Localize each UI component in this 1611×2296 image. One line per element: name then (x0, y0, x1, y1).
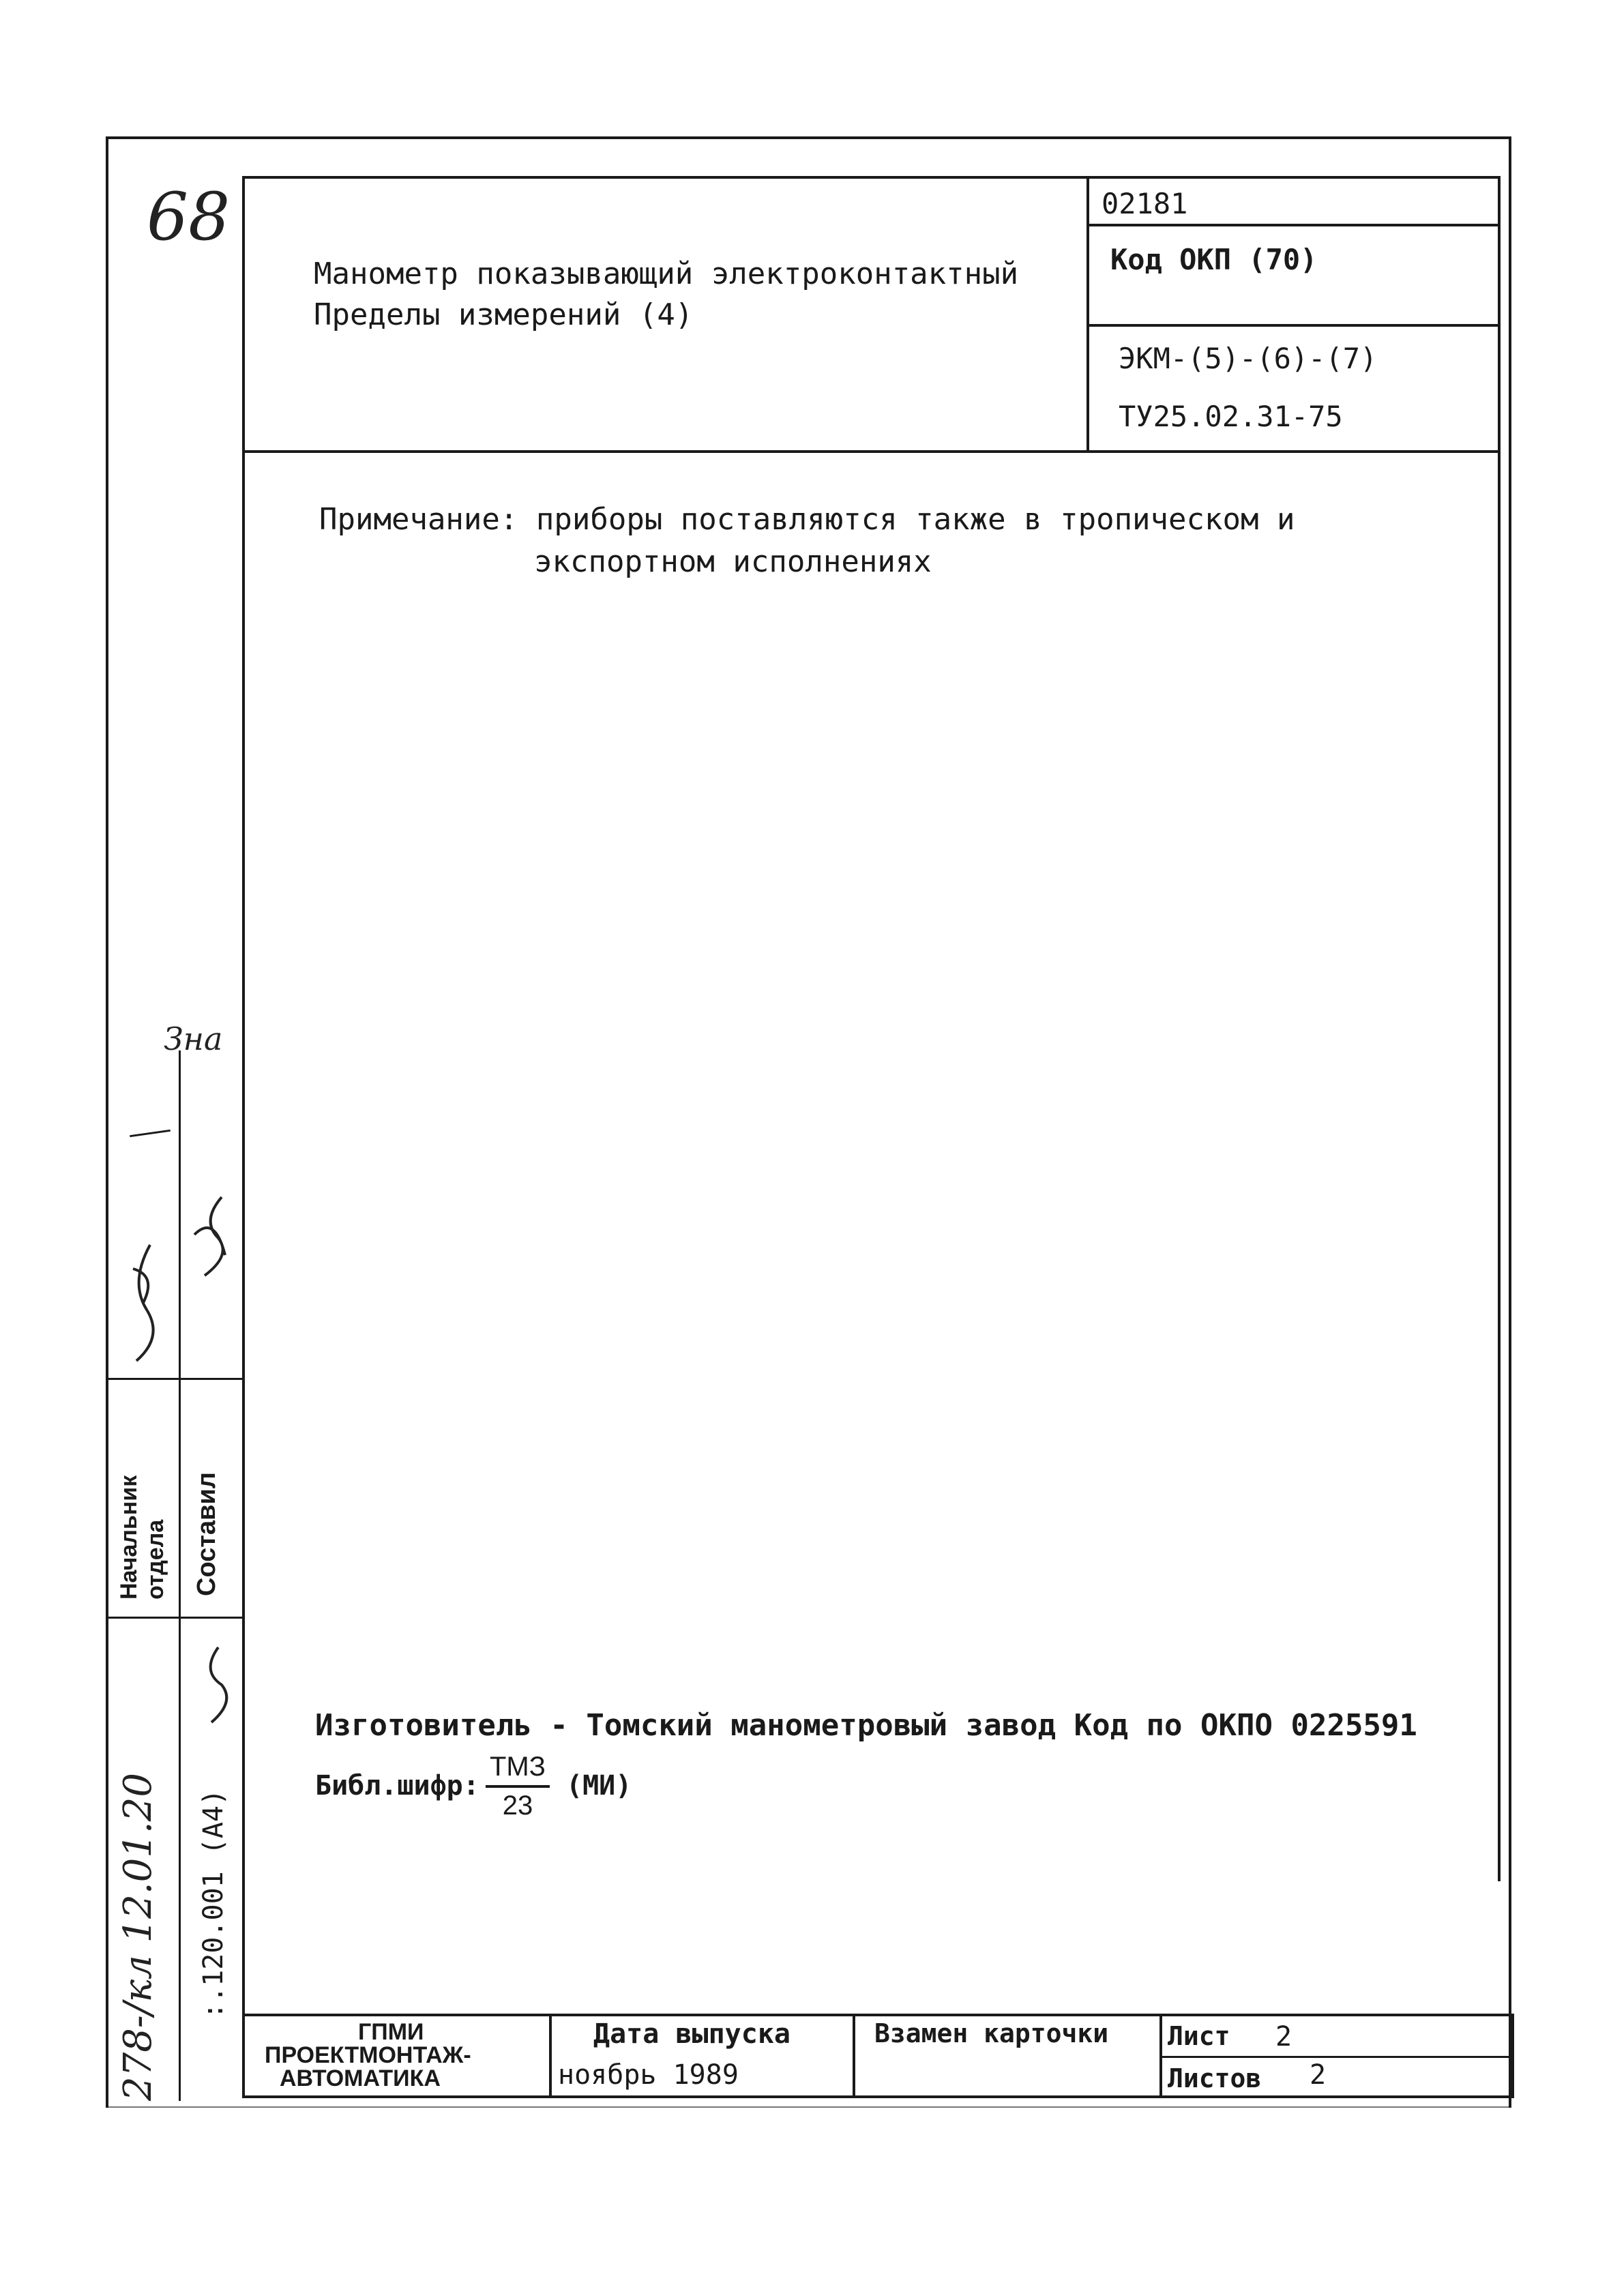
footer-divider-2 (853, 2014, 855, 2098)
sidebar-approver-label: Начальник отдела (116, 1475, 169, 1600)
outer-bottom-border (106, 2106, 1511, 2108)
signature-approver (123, 1241, 171, 1364)
sidebar-handwritten-top: Зна (164, 1020, 223, 1057)
outer-left-border (106, 136, 108, 2108)
footer-replaces-label: Взамен карточки (874, 2018, 1109, 2048)
cipher-label: Библ.шифр: (315, 1770, 479, 1801)
footer-release-value: ноябрь 1989 (558, 2059, 739, 2091)
outer-right-border (1509, 136, 1511, 2108)
sidebar-line-bottom (106, 1617, 242, 1619)
sidebar-divider (179, 1050, 181, 2101)
footer-bottom-border (242, 2095, 1514, 2098)
outer-top-border (106, 136, 1511, 139)
header-title-line1: Манометр показывающий электроконтактный (314, 256, 1019, 291)
footer-sheets-value: 2 (1310, 2059, 1327, 2091)
note-line-2: экспортном исполнениях (534, 544, 932, 579)
footer-sheets-label: Листов (1168, 2063, 1262, 2093)
manufacturer-line: Изготовитель - Томский манометровый завод Код по ОКПО 0225591 (315, 1708, 1417, 1743)
header-okp-label: Код ОКП (70) (1110, 243, 1318, 276)
header-divider (242, 450, 1501, 453)
footer-divider-1 (549, 2014, 552, 2098)
page-number: 68 (147, 179, 231, 255)
header-title-line2: Пределы измерений (4) (314, 297, 694, 332)
note-line-1: Примечание: приборы поставляются также в тропическом и (319, 502, 1295, 537)
card-left-border (242, 176, 245, 2098)
cipher-fraction (486, 1752, 550, 1821)
header-code: 02181 (1102, 187, 1188, 220)
signature-compiler (188, 1194, 235, 1282)
card-top-border (242, 176, 1501, 179)
card-right-border (1498, 176, 1501, 1881)
header-row-line-1 (1087, 224, 1501, 226)
cipher-numerator: ТМЗ (486, 1752, 550, 1788)
footer-org-line1: ГПМИ (358, 2019, 424, 2045)
sidebar-line-top (106, 1378, 242, 1380)
cipher-denominator: 23 (502, 1791, 533, 1821)
header-column-divider (1087, 176, 1089, 452)
footer-top-border (242, 2014, 1514, 2016)
footer-org-line2: ПРОЕКТМОНТАЖ- (265, 2042, 471, 2068)
footer-sheet-label: Лист (1168, 2021, 1230, 2051)
footer-release-label: Дата выпуска (593, 2018, 790, 2050)
sidebar-doc-ref: :.120.001 (А4) (198, 1789, 229, 2019)
sidebar-compiler-label: Составил (192, 1472, 221, 1596)
header-spec: ТУ25.02.31-75 (1119, 400, 1343, 433)
cipher-suffix: (МИ) (566, 1770, 632, 1801)
footer-org-line3: АВТОМАТИКА (280, 2065, 441, 2091)
footer-sheet-value: 2 (1275, 2021, 1292, 2052)
header-model: ЭКМ-(5)-(6)-(7) (1119, 342, 1378, 375)
footer-sheet-divider (1159, 2056, 1514, 2058)
sidebar-handwritten-date: 278-/кл 12.01.20 (116, 1773, 160, 2101)
sidebar-mark-a (130, 1130, 171, 1137)
signature-bottom (198, 1644, 239, 1726)
header-row-line-2 (1087, 324, 1501, 327)
